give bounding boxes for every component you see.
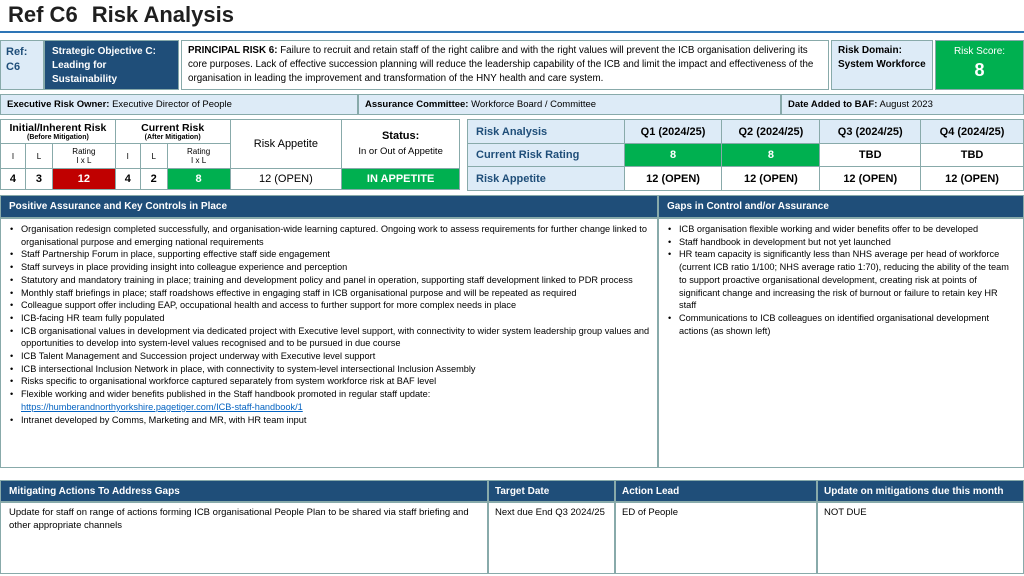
- committee-value: Workforce Board / Committee: [471, 99, 597, 110]
- list-item-handbook: [7, 388, 651, 413]
- handbook-item-text: Flexible working and wider benefits published in the Staff handbook promoted in regular staff update:: [21, 389, 431, 400]
- q2-appetite: 12 (OPEN): [722, 167, 820, 191]
- q4-current: TBD: [921, 144, 1024, 167]
- current-risk-title: Current Risk: [141, 122, 205, 135]
- target-date-header: Target Date: [488, 480, 615, 502]
- list-item: • Risks specific to organisational workforce captured separately from system workforce risk at BAF level: [7, 375, 651, 388]
- staff-handbook-link[interactable]: https://humberandnorthyorkshire.pagetiger.com/ICB-staff-handbook/1: [21, 401, 303, 412]
- title-divider: [0, 31, 1024, 33]
- current-rating-label: [167, 144, 230, 168]
- initial-rating-value: 12: [52, 168, 115, 189]
- risk-owner: [0, 94, 358, 115]
- current-rating-formula: I x L: [191, 156, 207, 166]
- action-lead-value: ED of People: [615, 502, 817, 574]
- update-value: NOT DUE: [817, 502, 1024, 574]
- positive-assurance-header: Positive Assurance and Key Controls in Place: [0, 195, 658, 218]
- current-i-value: 4: [115, 168, 140, 189]
- strategic-objective: [44, 40, 179, 90]
- date-added: [781, 94, 1024, 115]
- current-rating-label-text: Rating: [187, 147, 211, 157]
- risk-analysis-title: Risk Analysis: [91, 2, 234, 27]
- current-l-value: 2: [140, 168, 167, 189]
- current-risk-sub: (After Mitigation): [144, 134, 201, 142]
- list-item: • ICB organisation flexible working and wider benefits offer to be developed: [665, 223, 1017, 236]
- list-item: • ICB Talent Management and Succession project underway with Executive level support: [7, 350, 651, 363]
- current-l-label: L: [140, 144, 167, 168]
- ref-value: C6: [6, 61, 21, 73]
- status-value: IN APPETITE: [342, 168, 460, 189]
- ref-title: Ref C6: [8, 2, 78, 27]
- principal-risk: [181, 40, 829, 90]
- q3-current: TBD: [820, 144, 921, 167]
- q4-appetite: 12 (OPEN): [921, 167, 1024, 191]
- list-item: • Colleague support offer including EAP, occupational health and access to further support for more complex needs in place: [7, 299, 651, 312]
- committee-label: Assurance Committee:: [365, 99, 469, 110]
- q1-appetite: 12 (OPEN): [624, 167, 722, 191]
- initial-risk-title: Initial/Inherent Risk: [9, 122, 107, 135]
- status-label: Status:: [381, 130, 420, 143]
- ref-label: Ref:: [6, 46, 28, 58]
- quarter-table: [467, 119, 1024, 191]
- initial-l-label: L: [25, 144, 52, 168]
- initial-rating-label: [52, 144, 115, 168]
- list-item: • Statutory and mandatory training in place; training and development policy and panel in operation, supporting staff development linked to PDR process: [7, 274, 651, 287]
- list-item: • Communications to ICB colleagues on identified organisational development actions (as shown left): [665, 312, 1017, 337]
- initial-i-value: 4: [1, 168, 26, 189]
- principal-risk-label: PRINCIPAL RISK 6:: [188, 45, 278, 56]
- list-item: • Staff handbook in development but not yet launched: [665, 236, 1017, 249]
- risk-domain: [831, 40, 933, 90]
- principal-risk-text: Failure to recruit and retain staff of the right calibre and with the right values will prevent the ICB organisation delivering its core purposes. Lack of effective succession planning will reduce the leadership capability of the ICB and limit the impact and effectiveness of the organisation in leading the improvement and transformation of the HNY health and care system.: [188, 45, 814, 84]
- action-lead-header: Action Lead: [615, 480, 817, 502]
- target-date-value: Next due End Q3 2024/25: [488, 502, 615, 574]
- risk-domain-value: System Workforce: [838, 59, 926, 70]
- date-value: August 2023: [879, 99, 933, 110]
- appetite-value: 12 (OPEN): [230, 168, 342, 189]
- list-item: • ICB intersectional Inclusion Network in place, with connectivity to system-level intersectional Inclusion Assembly: [7, 363, 651, 376]
- initial-i-label: I: [1, 144, 26, 168]
- current-rating-row-label: Current Risk Rating: [468, 144, 625, 167]
- mitigating-actions-header: Mitigating Actions To Address Gaps: [0, 480, 488, 502]
- risk-owner-value: Executive Director of People: [112, 99, 232, 110]
- appetite-row-label: Risk Appetite: [468, 167, 625, 191]
- current-risk-header: [115, 120, 230, 144]
- list-item: • Staff Partnership Forum in place, supporting effective staff side engagement: [7, 248, 651, 261]
- status-sub: In or Out of Appetite: [358, 146, 443, 158]
- rating-table: [0, 119, 460, 190]
- assurance-committee: [358, 94, 781, 115]
- list-item: • Staff surveys in place providing insight into colleague experience and perception: [7, 261, 651, 274]
- list-item: • Intranet developed by Comms, Marketing and MR, with HR team input: [7, 414, 651, 427]
- current-rating-value: 8: [167, 168, 230, 189]
- appetite-header: Risk Appetite: [230, 120, 342, 169]
- initial-rating-formula: I x L: [76, 156, 92, 166]
- date-label: Date Added to BAF:: [788, 99, 878, 110]
- q3-header: Q3 (2024/25): [820, 120, 921, 144]
- page-title: [8, 2, 234, 28]
- risk-score-label: Risk Score:: [953, 46, 1006, 57]
- initial-risk-sub: (Before Mitigation): [26, 134, 89, 142]
- initial-risk-header: [1, 120, 116, 144]
- positive-assurance-list: [0, 218, 658, 468]
- risk-owner-label: Executive Risk Owner:: [7, 99, 110, 110]
- risk-domain-label: Risk Domain:: [838, 45, 902, 56]
- current-i-label: I: [115, 144, 140, 168]
- q2-current: 8: [722, 144, 820, 167]
- risk-score-value: 8: [974, 60, 985, 80]
- ref-cell: [0, 40, 44, 90]
- list-item: • Organisation redesign completed successfully, and organisation-wide learning captured. Ongoing work to assess requirements for further change linked to organisational purpose and emerging national requirements: [7, 223, 651, 248]
- objective-text: Strategic Objective C: Leading for Sustainability: [52, 46, 156, 85]
- list-item: • ICB-facing HR team fully populated: [7, 312, 651, 325]
- list-item: • HR team capacity is significantly less than NHS average per head of workforce (current ICB ratio 1/100; NHS average ratio 1:70), reducing the ability of the team to support proactive organisational development, creating risk at points of significant change and increasing the risk of burnout or failure to retain key HR staff: [665, 248, 1017, 312]
- update-header: Update on mitigations due this month: [817, 480, 1024, 502]
- q1-header: Q1 (2024/25): [624, 120, 722, 144]
- q4-header: Q4 (2024/25): [921, 120, 1024, 144]
- gaps-list: [658, 218, 1024, 468]
- q1-current: 8: [624, 144, 722, 167]
- initial-l-value: 3: [25, 168, 52, 189]
- initial-rating-label-text: Rating: [72, 147, 96, 157]
- risk-score: [935, 40, 1024, 90]
- mitigating-action-text: Update for staff on range of actions forming ICB organisational People Plan to be shared via staff briefing and other appropriate channels: [0, 502, 488, 574]
- list-item: • ICB organisational values in development via dedicated project with Executive level support, with connectivity to wider system leadership group values and opportunities to develop into system-level values recognised and to be pursued in due course: [7, 325, 651, 350]
- risk-analysis-header: Risk Analysis: [468, 120, 625, 144]
- q3-appetite: 12 (OPEN): [820, 167, 921, 191]
- list-item: • Monthly staff briefings in place; staff roadshows effective in engaging staff in ICB organisational purpose and will be repeated as required: [7, 287, 651, 300]
- q2-header: Q2 (2024/25): [722, 120, 820, 144]
- gaps-header: Gaps in Control and/or Assurance: [658, 195, 1024, 218]
- status-header: [342, 120, 460, 169]
